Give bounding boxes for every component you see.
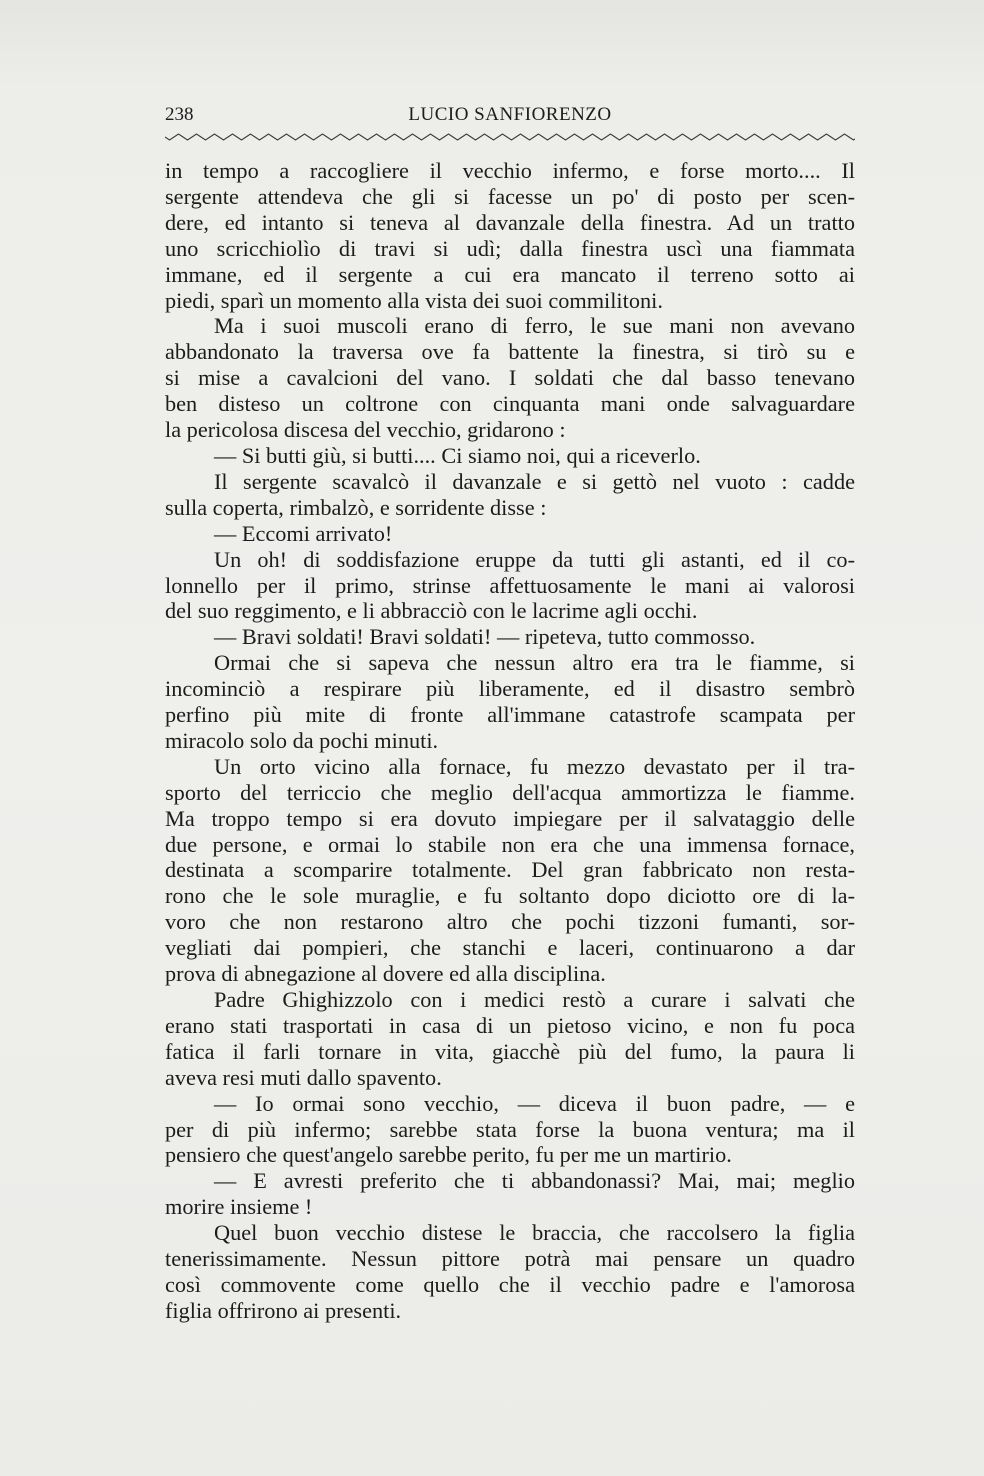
decorative-wavy-rule [165, 132, 855, 142]
page-header [165, 104, 855, 132]
text-line: uno scricchiolìo di travi si udì; dalla finestra uscì una fiammata [165, 235, 855, 261]
text-line: lonnello per il primo, strinse affettuosamente le mani ai valorosi [165, 572, 855, 598]
text-line: aveva resi muti dallo spavento. [165, 1064, 442, 1090]
text-line: tenerissimamente. Nessun pittore potrà mai pensare un quadro [165, 1246, 855, 1272]
text-line: — Si butti giù, si butti.... Ci siamo noi, qui a riceverlo. [214, 442, 701, 468]
text-line: — E avresti preferito che ti abbandonassi? Mai, mai; meglio [214, 1168, 855, 1194]
text-line: — Eccomi arrivato! [214, 520, 393, 546]
text-line: prova di abnegazione al dovere ed alla disciplina. [165, 961, 606, 987]
text-line: sporto del terriccio che meglio dell'acqua ammortizza le fiamme. [165, 779, 855, 805]
text-line: incominciò a respirare più liberamente, ed il disastro sembrò [165, 676, 855, 702]
text-line: Padre Ghighizzolo con i medici restò a curare i salvati che [214, 987, 855, 1012]
text-line: destinata a scomparire totalmente. Del gran fabbricato non resta- [165, 857, 855, 883]
text-line: sulla coperta, rimbalzò, e sorridente disse : [165, 494, 547, 520]
text-line: ben disteso un coltrone con cinquanta mani onde salvaguardare [165, 391, 855, 417]
text-line: — Bravi soldati! Bravi soldati! — ripeteva, tutto commosso. [214, 624, 756, 650]
text-line: Il sergente scavalcò il davanzale e si gettò nel vuoto : cadde [214, 468, 855, 494]
text-line: in tempo a raccogliere il vecchio infermo, e forse morto.... Il [165, 158, 855, 183]
text-line: la pericolosa discesa del vecchio, gridarono : [165, 417, 566, 443]
text-line: Ma troppo tempo si era dovuto impiegare per il salvataggio delle [165, 805, 855, 831]
text-line: Un oh! di soddisfazione eruppe da tutti gli astanti, ed il co- [214, 546, 855, 572]
text-line: due persone, e ormai lo stabile non era che una immensa fornace, [165, 831, 855, 857]
text-line: perfino più mite di fronte all'immane catastrofe scampata per [165, 702, 855, 728]
text-line: rono che le sole muraglie, e fu soltanto dopo diciotto ore di la- [165, 883, 855, 909]
text-line: voro che non restarono altro che pochi tizzoni fumanti, sor- [165, 909, 855, 935]
text-line: — Io ormai sono vecchio, — diceva il buon padre, — e [214, 1090, 855, 1116]
page-number: 238 [165, 104, 194, 125]
text-line: morire insieme ! [165, 1194, 313, 1220]
text-line: dere, ed intanto si teneva al davanzale della finestra. Ad un tratto [165, 209, 855, 235]
text-line: figlia offrirono ai presenti. [165, 1297, 402, 1323]
text-line: vegliati dai pompieri, che stanchi e laceri, continuarono a dar [165, 935, 855, 961]
text-line: per di più infermo; sarebbe stata forse la buona ventura; ma il [165, 1116, 855, 1142]
text-line: Quel buon vecchio distese le braccia, che raccolsero la figlia [214, 1220, 855, 1246]
text-line: Un orto vicino alla fornace, fu mezzo devastato per il tra- [214, 753, 855, 779]
running-title: LUCIO SANFIORENZO [408, 104, 612, 125]
text-line: abbandonato la traversa ove fa battente la finestra, si tirò su e [165, 339, 855, 365]
body-text [165, 158, 855, 1324]
text-line: Ormai che si sapeva che nessun altro era tra le fiamme, si [214, 650, 855, 676]
text-line: miracolo solo da pochi minuti. [165, 727, 439, 753]
text-line: così commovente come quello che il vecchio padre e l'amorosa [165, 1271, 855, 1297]
text-line: sergente attendeva che gli si facesse un po' di posto per scen- [165, 183, 855, 209]
text-line: erano stati trasportati in casa di un pietoso vicino, e non fu poca [165, 1012, 855, 1038]
text-line: si mise a cavalcioni del vano. I soldati che dal basso tenevano [165, 365, 855, 391]
text-line: piedi, sparì un momento alla vista dei suoi commilitoni. [165, 287, 663, 313]
text-line: Ma i suoi muscoli erano di ferro, le sue mani non avevano [214, 313, 855, 339]
text-line: fatica il farli tornare in vita, giacchè più del fumo, la paura li [165, 1038, 855, 1064]
text-line: del suo reggimento, e li abbracciò con le lacrime agli occhi. [165, 598, 698, 624]
text-line: pensiero che quest'angelo sarebbe perito, fu per me un martirio. [165, 1142, 732, 1168]
text-line: immane, ed il sergente a cui era mancato il terreno sotto ai [165, 261, 855, 287]
